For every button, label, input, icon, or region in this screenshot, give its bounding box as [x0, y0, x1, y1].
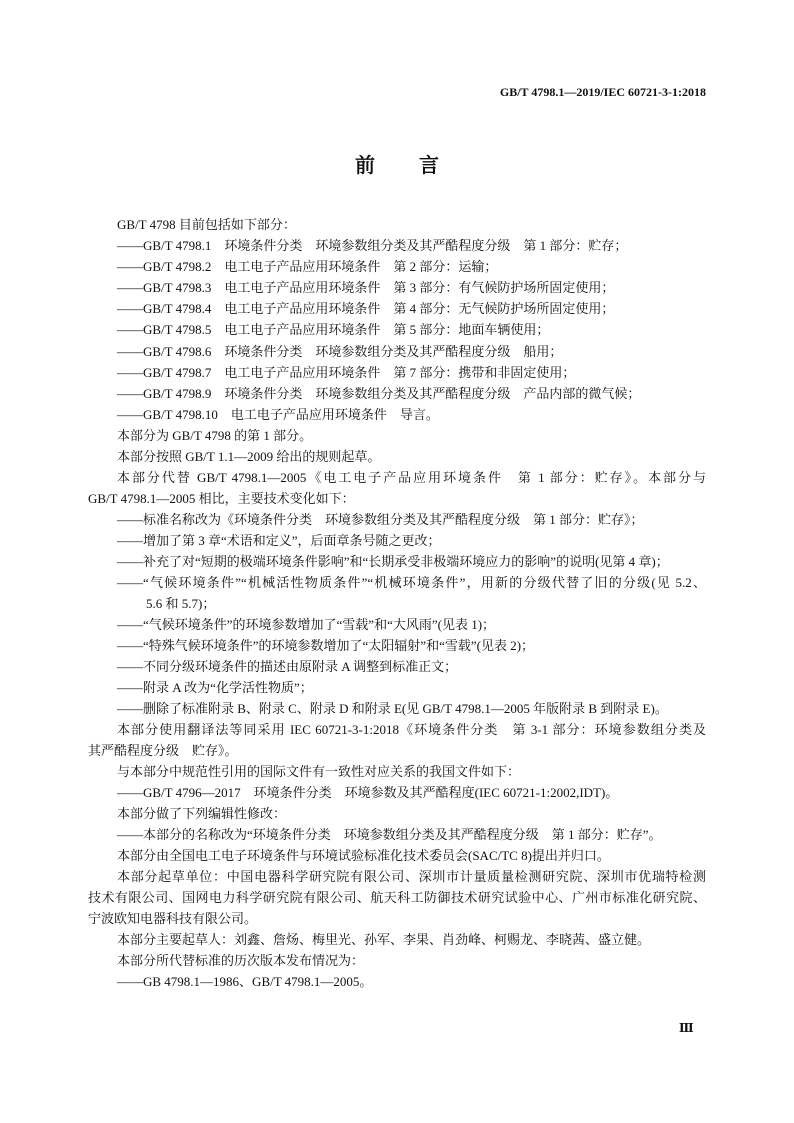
- paragraph-line: 本部分做了下列编辑性修改：: [117, 806, 287, 821]
- edit-list-item: ——本部分的名称改为“环境条件分类 环境参数组分类及其严酷程度分级 第 1 部分：贮存”。: [117, 827, 662, 842]
- part-list-item: ——GB/T 4798.10 电工电子产品应用环境条件 导言。: [117, 407, 439, 422]
- paragraph-line: 本部分由全国电工电子环境条件与环境试验标准化技术委员会(SAC/TC 8)提出并归口。: [117, 848, 610, 863]
- part-list-item: ——GB/T 4798.5 电工电子产品应用环境条件 第 5 部分：地面车辆使用；: [117, 322, 550, 337]
- part-list-item: ——GB/T 4798.1 环境条件分类 环境参数组分类及其严酷程度分级 第 1 部分：贮存；: [117, 238, 628, 253]
- change-list-item: ——附录 A 改为“化学活性物质”；: [117, 680, 313, 695]
- paragraph-line: GB/T 4798.1—2005 相比，主要技术变化如下：: [88, 491, 355, 506]
- page-title: 前 言: [355, 153, 451, 177]
- part-list-item: ——GB/T 4798.4 电工电子产品应用环境条件 第 4 部分：无气候防护场所固定使用；: [117, 301, 615, 316]
- change-list-item: ——标准名称改为《环境条件分类 环境参数组分类及其严酷程度分级 第 1 部分：贮存》；: [117, 512, 644, 527]
- page-number: Ⅲ: [679, 1021, 694, 1035]
- paragraph-line: 技术有限公司、国网电力科学研究院有限公司、航天科工防御技术研究试验中心、广州市标准化研究院、: [88, 890, 706, 905]
- paragraph-line: 其严酷程度分级 贮存》。: [88, 743, 238, 758]
- part-list-item: ——GB/T 4798.9 环境条件分类 环境参数组分类及其严酷程度分级 产品内部的微气候；: [117, 386, 641, 401]
- part-list-item: ——GB/T 4798.3 电工电子产品应用环境条件 第 3 部分：有气候防护场所固定使用；: [117, 280, 615, 295]
- change-list-item: ——增加了第 3 章“术语和定义”，后面章条号随之更改；: [117, 533, 441, 548]
- reference-list-item: ——GB/T 4796—2017 环境条件分类 环境参数及其严酷程度(IEC 60721-1:2002,IDT)。: [117, 785, 619, 800]
- part-list-item: ——GB/T 4798.7 电工电子产品应用环境条件 第 7 部分：携带和非固定使用；: [117, 365, 576, 380]
- paragraph-line: 本部分主要起草人：刘鑫、詹炀、梅里光、孙军、李果、肖劲峰、柯赐龙、李晓茜、盛立健。: [117, 932, 651, 947]
- change-list-item: ——“特殊气候环境条件”的环境参数增加了“太阳辐射”和“雪载”(见表 2)；: [117, 638, 535, 653]
- standard-code-header: GB/T 4798.1—2019/IEC 60721-3-1:2018: [499, 85, 706, 99]
- part-list-item: ——GB/T 4798.2 电工电子产品应用环境条件 第 2 部分：运输；: [117, 259, 498, 274]
- part-list-item: ——GB/T 4798.6 环境条件分类 环境参数组分类及其严酷程度分级 船用；: [117, 344, 563, 359]
- paragraph-line: 与本部分中规范性引用的国际文件有一致性对应关系的我国文件如下：: [117, 764, 521, 779]
- change-list-item: ——补充了对“短期的极端环境条件影响”和“长期承受非极端环境应力的影响”的说明(见第 4 章)；: [117, 554, 669, 569]
- paragraph-line: 本部分按照 GB/T 1.1—2009 给出的规则起草。: [117, 449, 381, 464]
- paragraph-line: 本部分起草单位：中国电器科学研究院有限公司、深圳市计量质量检测研究院、深圳市优瑞特检测: [117, 869, 706, 884]
- paragraph-line: 本部分代替 GB/T 4798.1—2005《电工电子产品应用环境条件 第 1 部分：贮存》。本部分与: [117, 470, 706, 485]
- paragraph-line: 宁波欧知电器科技有限公司。: [88, 911, 258, 926]
- change-list-item: 5.6 和 5.7)；: [146, 596, 216, 611]
- change-list-item: ——不同分级环境条件的描述由原附录 A 调整到标准正文；: [117, 659, 458, 674]
- history-list-item: ——GB 4798.1—1986、GB/T 4798.1—2005。: [117, 974, 373, 989]
- paragraph-line: 本部分所代替标准的历次版本发布情况为：: [117, 953, 365, 968]
- paragraph-line: 本部分为 GB/T 4798 的第 1 部分。: [117, 428, 313, 443]
- change-list-item: ——删除了标准附录 B、附录 C、附录 D 和附录 E(见 GB/T 4798.1—2005 年版附录 B 到附录 E)。: [117, 701, 668, 716]
- paragraph-line: 本部分使用翻译法等同采用 IEC 60721-3-1:2018《环境条件分类 第 3-1 部分：环境参数组分类及: [117, 722, 706, 737]
- change-list-item: ——“气候环境条件”“机械活性物质条件”“机械环境条件”，用新的分级代替了旧的分级(见 5.2、: [117, 575, 706, 590]
- change-list-item: ——“气候环境条件”的环境参数增加了“雪载”和“大风雨”(见表 1)；: [117, 617, 496, 632]
- intro-line: GB/T 4798 目前包括如下部分：: [117, 217, 296, 232]
